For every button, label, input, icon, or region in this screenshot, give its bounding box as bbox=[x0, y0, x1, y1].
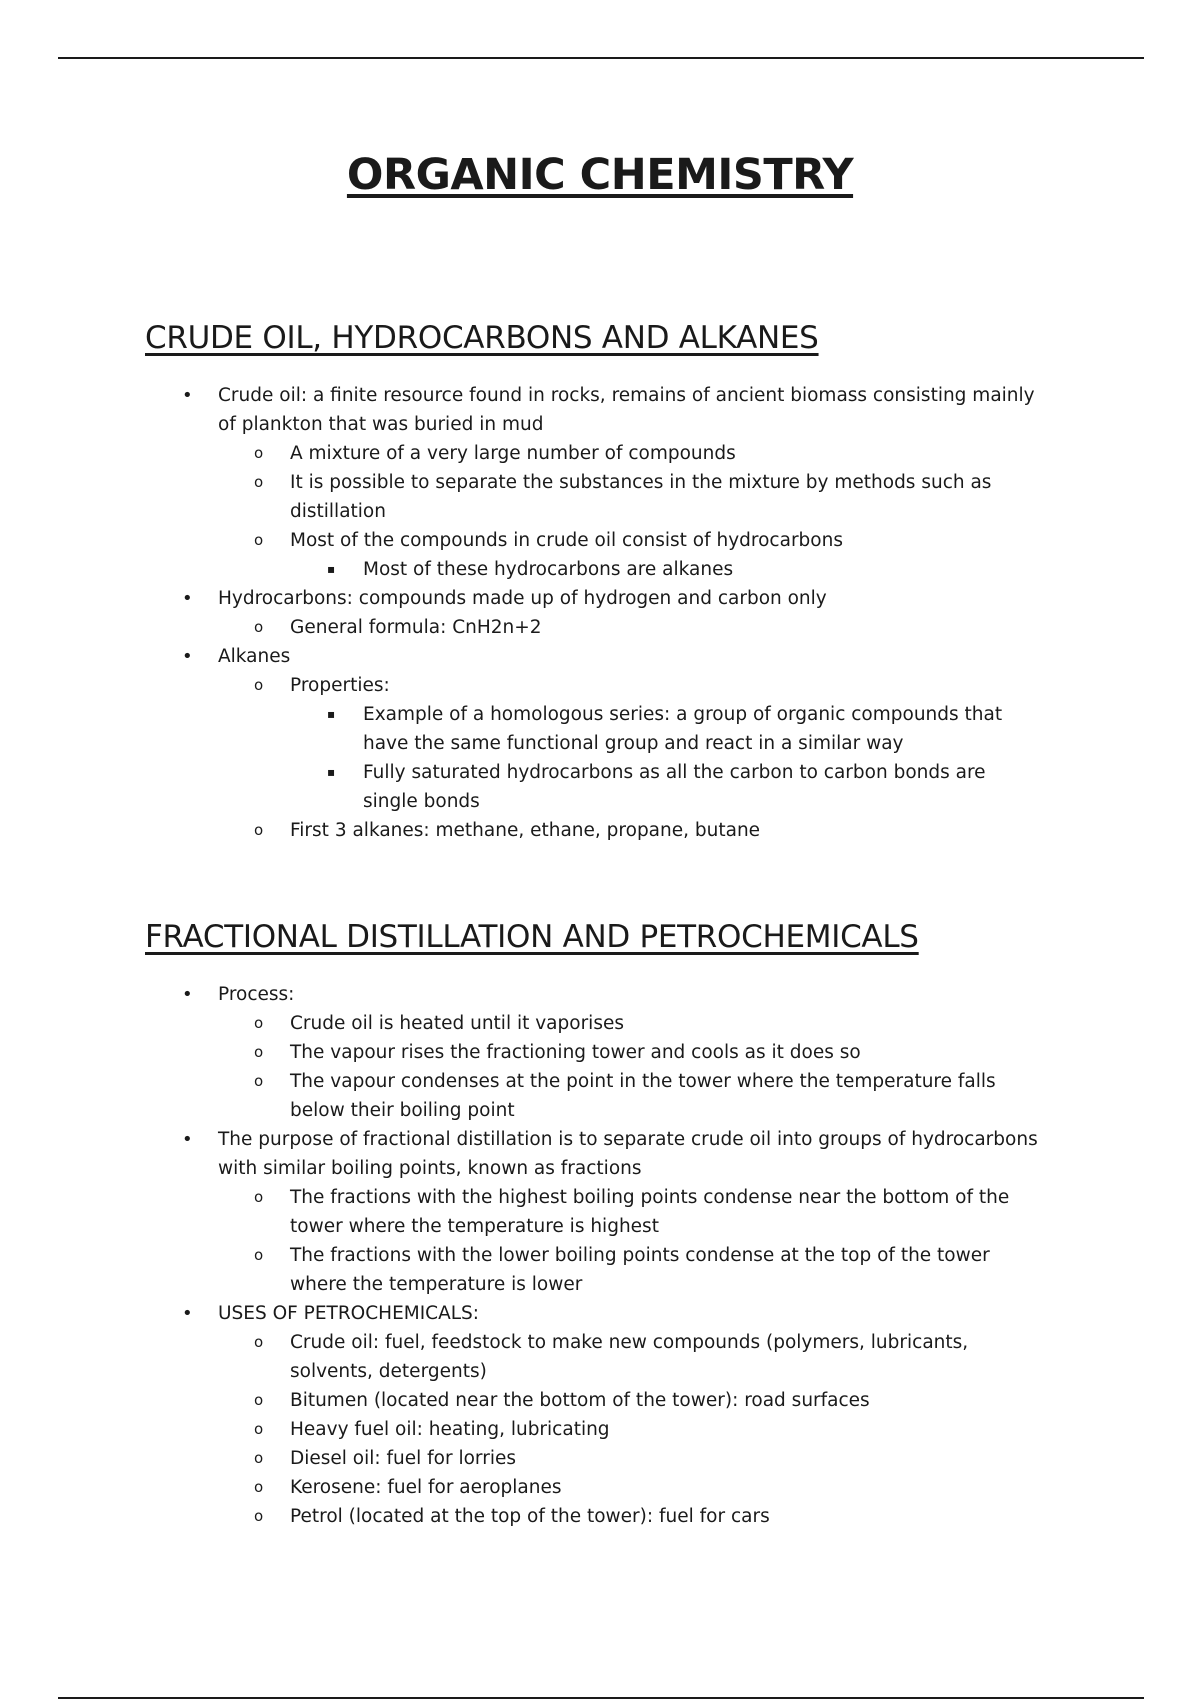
bullet-marker: • bbox=[182, 646, 193, 667]
list-item: • Crude oil: a finite resource found in rocks, remains of ancient biomass consisting mainly of plankton that was buried in mud bbox=[218, 381, 1038, 439]
square-marker: ▪ bbox=[327, 765, 336, 779]
circle-marker: o bbox=[254, 1507, 264, 1525]
circle-marker: o bbox=[254, 1420, 264, 1438]
circle-marker: o bbox=[254, 1478, 264, 1496]
list-item: o The fractions with the highest boiling points condense near the bottom of the tower where the temperature is highest bbox=[290, 1183, 1050, 1241]
bullet-marker: • bbox=[182, 1303, 193, 1324]
section-heading-crude-oil: CRUDE OIL, HYDROCARBONS AND ALKANES bbox=[145, 320, 819, 356]
list-item: o The vapour rises the fractioning tower and cools as it does so bbox=[290, 1038, 1050, 1067]
circle-marker: o bbox=[254, 1333, 264, 1351]
bullet-marker: • bbox=[182, 1129, 193, 1150]
list-item: o Crude oil: fuel, feedstock to make new compounds (polymers, lubricants, solvents, detergents) bbox=[290, 1328, 1050, 1386]
list-item: o Most of the compounds in crude oil consist of hydrocarbons bbox=[290, 526, 1050, 555]
list-item: o General formula: CnH2n+2 bbox=[290, 613, 1050, 642]
list-item: o A mixture of a very large number of compounds bbox=[290, 439, 1050, 468]
section-heading-fractional-distillation: FRACTIONAL DISTILLATION AND PETROCHEMICALS bbox=[145, 919, 919, 955]
list-item: o Bitumen (located near the bottom of the tower): road surfaces bbox=[290, 1386, 1050, 1415]
list-item: o Crude oil is heated until it vaporises bbox=[290, 1009, 1050, 1038]
list-item: • Hydrocarbons: compounds made up of hydrogen and carbon only bbox=[218, 584, 1038, 613]
list-item: o Kerosene: fuel for aeroplanes bbox=[290, 1473, 1050, 1502]
circle-marker: o bbox=[254, 531, 264, 549]
page-title: ORGANIC CHEMISTRY bbox=[346, 150, 854, 200]
circle-marker: o bbox=[254, 676, 264, 694]
fractional-distillation-list bbox=[0, 980, 1200, 1531]
list-item: o Properties: bbox=[290, 671, 1050, 700]
circle-marker: o bbox=[254, 1246, 264, 1264]
circle-marker: o bbox=[254, 821, 264, 839]
list-item: • USES OF PETROCHEMICALS: bbox=[218, 1299, 1038, 1328]
circle-marker: o bbox=[254, 444, 264, 462]
list-item: o It is possible to separate the substances in the mixture by methods such as distillation bbox=[290, 468, 1050, 526]
list-item: • The purpose of fractional distillation is to separate crude oil into groups of hydrocarbons with similar boiling points, known as fractions bbox=[218, 1125, 1038, 1183]
top-rule bbox=[58, 57, 1144, 59]
circle-marker: o bbox=[254, 1072, 264, 1090]
list-item: ▪ Example of a homologous series: a group of organic compounds that have the same functional group and react in a similar way bbox=[363, 700, 1043, 758]
list-item: • Process: bbox=[218, 980, 1038, 1009]
circle-marker: o bbox=[254, 473, 264, 491]
list-item: o The vapour condenses at the point in the tower where the temperature falls below their boiling point bbox=[290, 1067, 1050, 1125]
circle-marker: o bbox=[254, 1188, 264, 1206]
list-item: o First 3 alkanes: methane, ethane, propane, butane bbox=[290, 816, 1050, 845]
bullet-marker: • bbox=[182, 385, 193, 406]
list-item: • Alkanes bbox=[218, 642, 1038, 671]
circle-marker: o bbox=[254, 1391, 264, 1409]
list-item: o Heavy fuel oil: heating, lubricating bbox=[290, 1415, 1050, 1444]
list-item: o Diesel oil: fuel for lorries bbox=[290, 1444, 1050, 1473]
list-item: o Petrol (located at the top of the tower): fuel for cars bbox=[290, 1502, 1050, 1531]
square-marker: ▪ bbox=[327, 707, 336, 721]
circle-marker: o bbox=[254, 1043, 264, 1061]
bullet-marker: • bbox=[182, 588, 193, 609]
crude-oil-list bbox=[0, 381, 1200, 845]
bottom-rule bbox=[58, 1697, 1144, 1699]
circle-marker: o bbox=[254, 1449, 264, 1467]
circle-marker: o bbox=[254, 1014, 264, 1032]
bullet-marker: • bbox=[182, 984, 193, 1005]
list-item: o The fractions with the lower boiling points condense at the top of the tower where the temperature is lower bbox=[290, 1241, 1050, 1299]
list-item: ▪ Fully saturated hydrocarbons as all the carbon to carbon bonds are single bonds bbox=[363, 758, 1043, 816]
square-marker: ▪ bbox=[327, 562, 336, 576]
list-item: ▪ Most of these hydrocarbons are alkanes bbox=[363, 555, 1043, 584]
circle-marker: o bbox=[254, 618, 264, 636]
